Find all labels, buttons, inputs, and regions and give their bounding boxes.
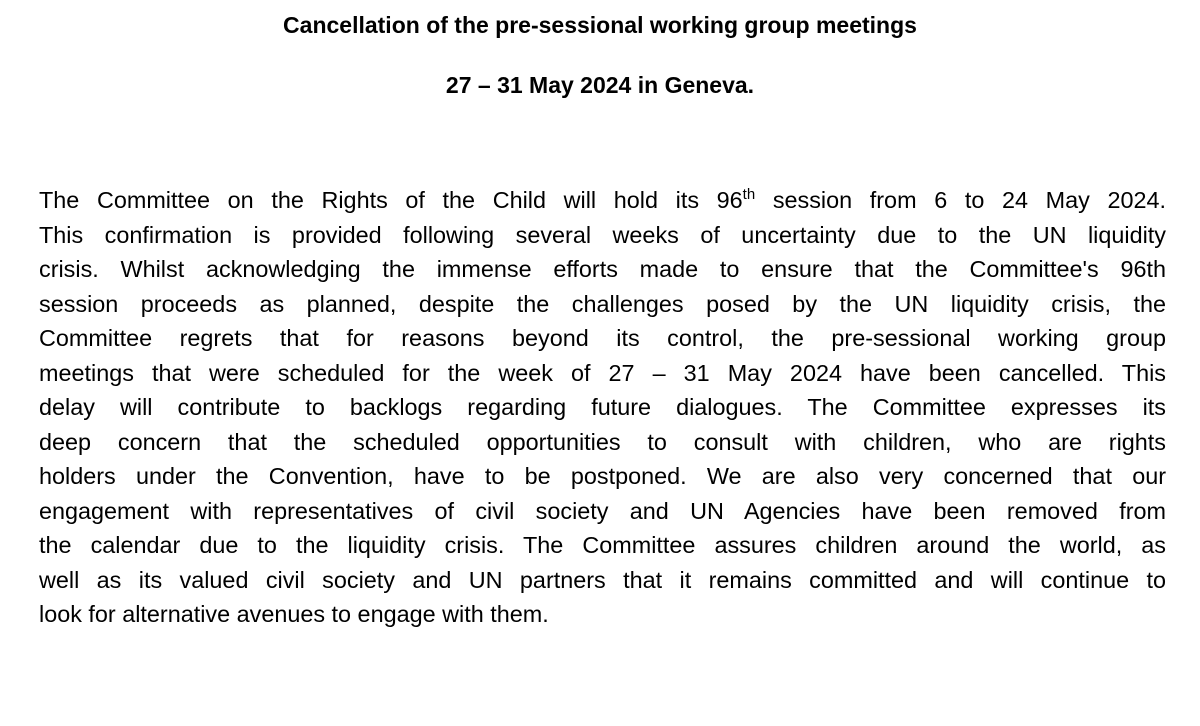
paragraph-line: delay will contribute to backlogs regarding future dialogues. The Committee expresses its: [39, 394, 1166, 420]
session-text-after: session from 6 to 24 May 2024.: [755, 187, 1166, 213]
paragraph-line-1: [39, 183, 1166, 218]
paragraph-line: engagement with representatives of civil society and UN Agencies have been removed from: [39, 497, 1166, 524]
paragraph-line: session proceeds as planned, despite the challenges posed by the UN liquidity crisis, the: [39, 290, 1166, 317]
paragraph-last-line: look for alternative avenues to engage with them.: [39, 601, 549, 627]
ordinal-superscript: th: [742, 186, 756, 203]
paragraph-line: meetings that were scheduled for the week of 27 – 31 May 2024 have been cancelled. This: [39, 359, 1166, 386]
paragraph-line: Committee regrets that for reasons beyond its control, the pre-sessional working group: [39, 325, 1166, 351]
paragraph-line: This confirmation is provided following several weeks of uncertainty due to the UN liquidity: [39, 221, 1166, 248]
document-subtitle-date: 27 – 31 May 2024 in Geneva.: [445, 72, 755, 98]
paragraph-line: deep concern that the scheduled opportunities to consult with children, who are rights: [39, 428, 1166, 455]
paragraph-line: holders under the Convention, have to be postponed. We are also very concerned that our: [39, 463, 1166, 489]
paragraph-line: the calendar due to the liquidity crisis. The Committee assures children around the world, as: [39, 532, 1166, 558]
paragraph-line: crisis. Whilst acknowledging the immense efforts made to ensure that the Committee's 96th: [39, 256, 1166, 282]
body-paragraph: [39, 183, 1166, 632]
document-title: Cancellation of the pre-sessional working group meetings: [283, 12, 917, 38]
session-text-before: The Committee on the Rights of the Child will hold its 96: [39, 187, 743, 213]
paragraph-line: well as its valued civil society and UN partners that it remains committed and will continue to: [39, 566, 1166, 593]
